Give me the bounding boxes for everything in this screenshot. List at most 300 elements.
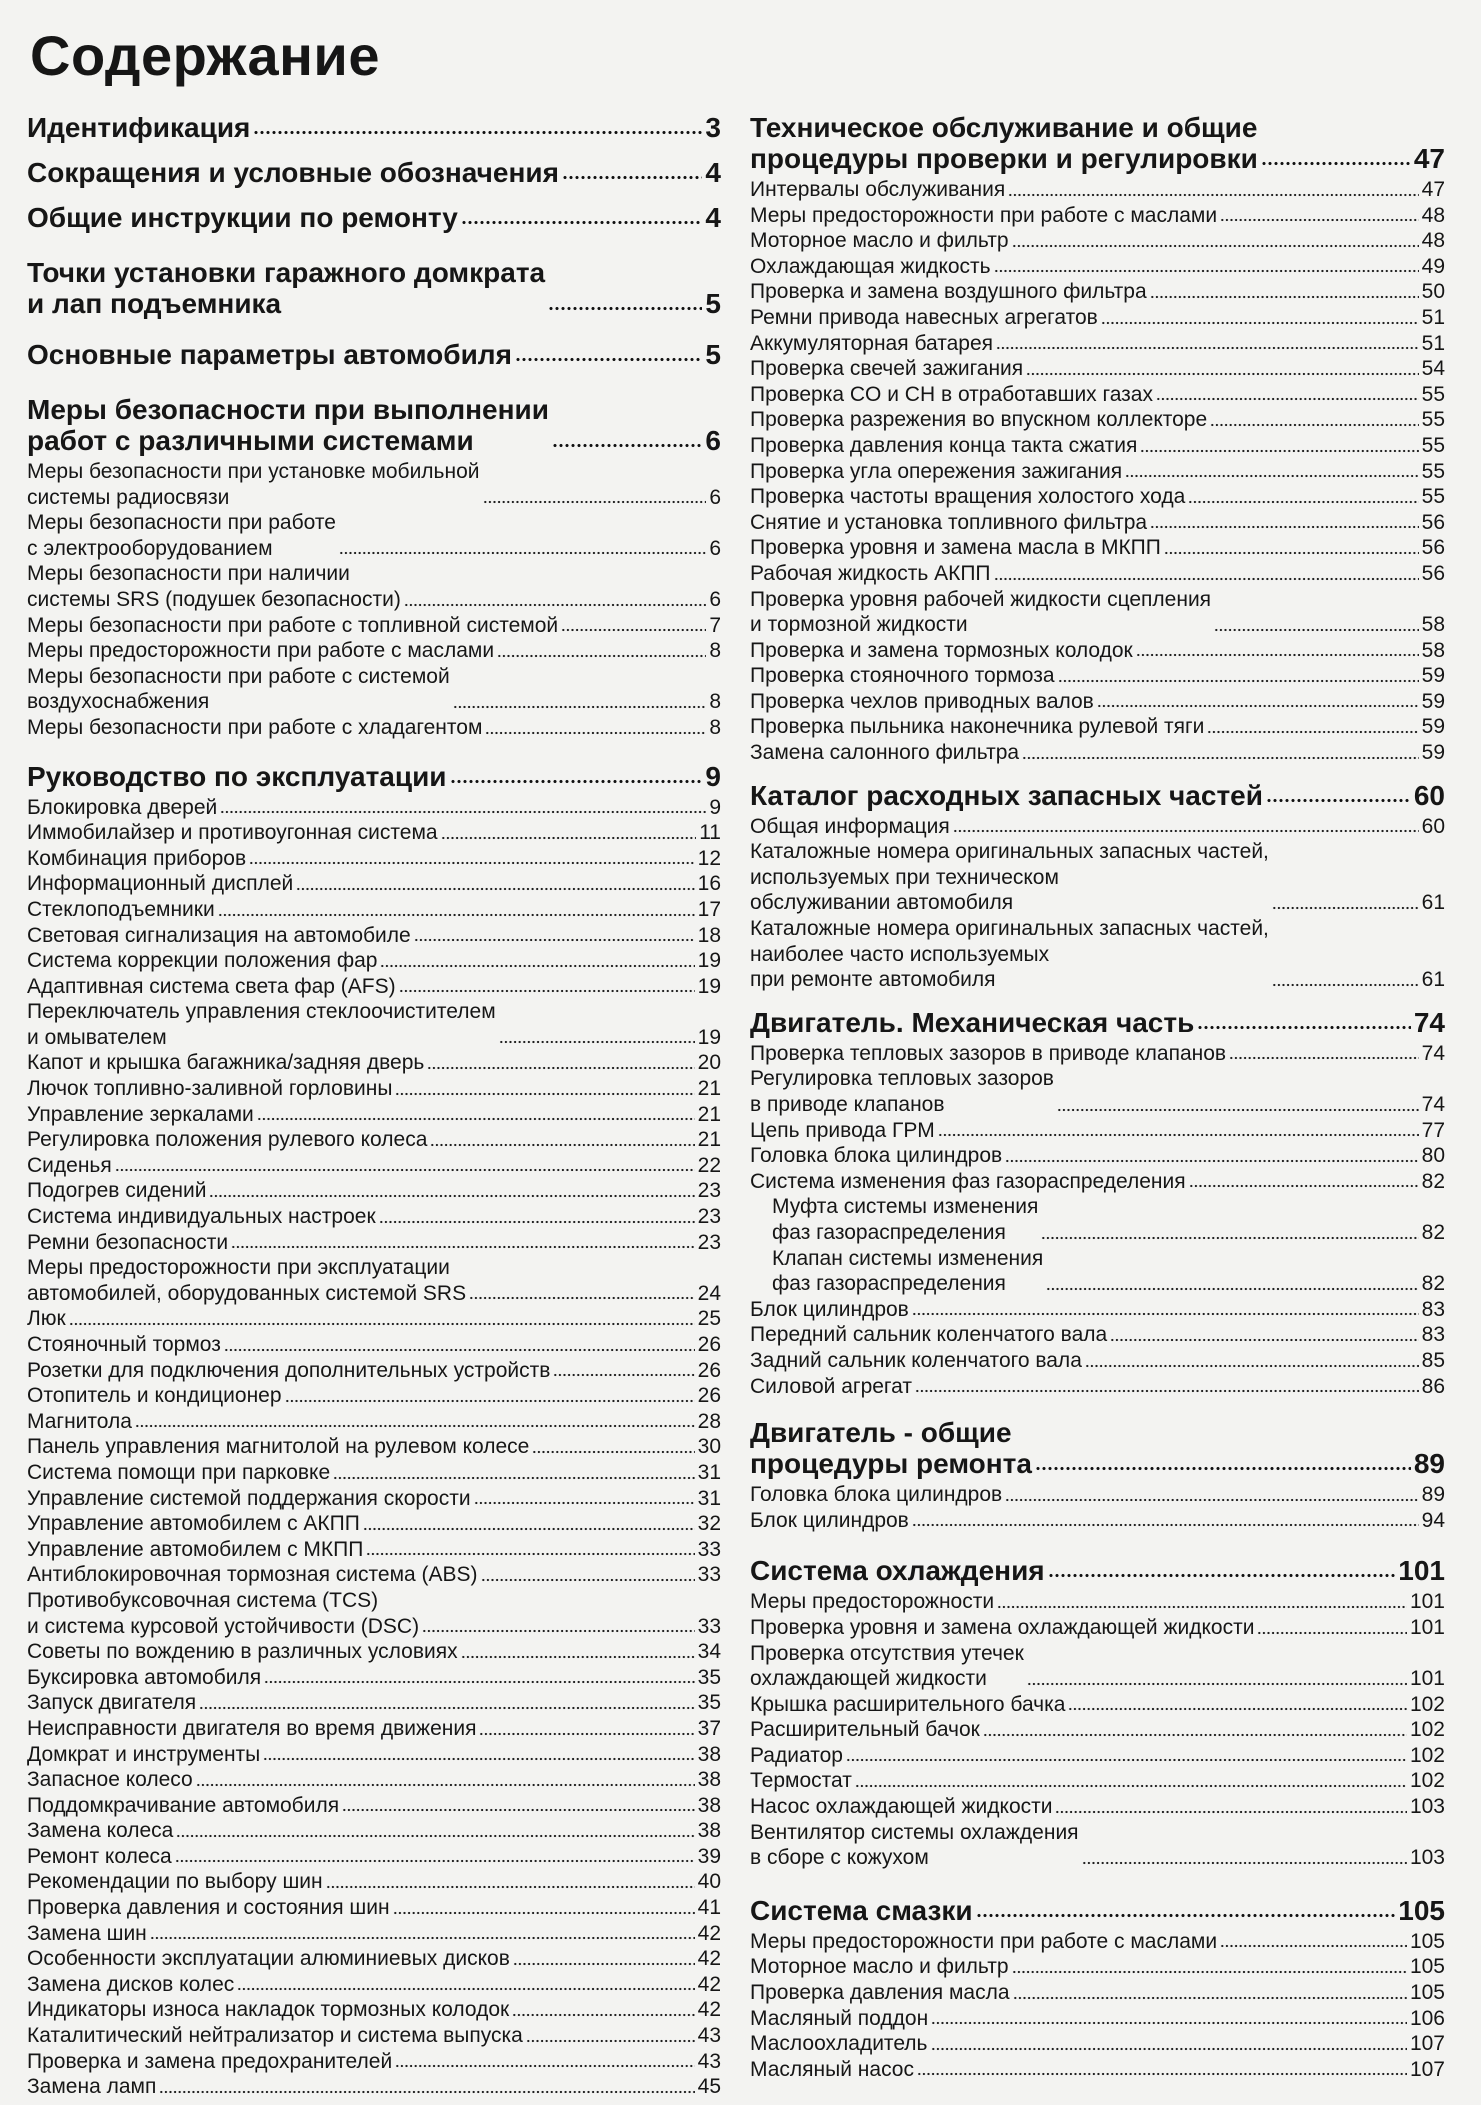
section-title: Руководство по эксплуатации xyxy=(27,760,447,792)
page-number: 9 xyxy=(709,795,721,819)
entry-title: Передний сальник коленчатого вала xyxy=(750,1323,1108,1347)
page-number: 101 xyxy=(1409,1615,1445,1639)
page-number: 31 xyxy=(697,1486,721,1510)
section-title: Меры безопасности при выполнении работ с различными системами xyxy=(27,394,549,456)
entry-title: Капот и крышка багажника/задняя дверь xyxy=(27,1051,425,1075)
toc-entry xyxy=(750,663,1445,689)
dot-leader xyxy=(1085,1364,1419,1368)
dot-leader xyxy=(1150,295,1419,299)
toc-entry xyxy=(750,714,1445,740)
page-number: 23 xyxy=(697,1230,721,1254)
dot-leader xyxy=(1101,321,1419,325)
toc-entry xyxy=(27,1690,721,1716)
dot-leader xyxy=(912,1312,1419,1316)
entry-title: Информационный дисплей xyxy=(27,872,294,896)
dot-leader xyxy=(553,1373,694,1377)
toc-section xyxy=(27,761,721,792)
page-number: 4 xyxy=(705,202,721,233)
entry-title: Моторное масло и фильтр xyxy=(750,1955,1009,1979)
dot-leader xyxy=(430,1143,694,1147)
page-number: 48 xyxy=(1421,229,1445,253)
page-number: 56 xyxy=(1421,561,1445,585)
toc-entry xyxy=(27,561,721,612)
dot-leader xyxy=(1008,193,1418,197)
toc-entry xyxy=(27,1921,721,1947)
dot-leader xyxy=(1214,628,1419,632)
toc-entry xyxy=(27,1306,721,1332)
toc-entry xyxy=(750,839,1445,916)
dot-leader xyxy=(983,1733,1407,1737)
page-number: 54 xyxy=(1421,357,1445,381)
toc-entry xyxy=(750,1980,1445,2006)
dot-leader xyxy=(404,603,707,607)
dot-leader xyxy=(485,731,706,735)
page-number: 30 xyxy=(697,1435,721,1459)
toc-section xyxy=(750,1007,1445,1038)
dot-leader xyxy=(1068,1707,1407,1711)
toc-entry xyxy=(750,305,1445,331)
page-number: 26 xyxy=(697,1358,721,1382)
dot-leader xyxy=(1272,906,1419,910)
dot-leader xyxy=(1012,244,1419,248)
dot-leader xyxy=(1272,983,1419,987)
dot-leader xyxy=(994,577,1419,581)
dot-leader xyxy=(469,1296,695,1300)
page-number: 19 xyxy=(697,974,721,998)
page-number: 5 xyxy=(705,288,721,319)
page-number: 38 xyxy=(697,1819,721,1843)
toc-entry xyxy=(750,203,1445,229)
toc-entry xyxy=(27,1972,721,1998)
toc-column-left xyxy=(27,112,721,2100)
entry-title: Замена колеса xyxy=(27,1819,174,1843)
toc-entry xyxy=(27,1460,721,1486)
entry-title: Расширительный бачок xyxy=(750,1718,980,1742)
entry-title: Управление автомобилем с АКПП xyxy=(27,1512,360,1536)
dot-leader xyxy=(231,1245,695,1249)
toc-entry xyxy=(27,1178,721,1204)
page-number: 56 xyxy=(1421,510,1445,534)
entry-title: Радиатор xyxy=(750,1743,843,1767)
page-number: 42 xyxy=(697,1921,721,1945)
toc-entry xyxy=(750,1169,1445,1195)
entry-title: Меры предосторожности при работе с маслами xyxy=(27,639,495,663)
dot-leader xyxy=(196,1783,695,1787)
dot-leader xyxy=(379,1220,695,1224)
dot-leader xyxy=(1136,653,1419,657)
toc-entry xyxy=(750,1954,1445,1980)
dot-leader xyxy=(938,1133,1419,1137)
toc-entry xyxy=(27,974,721,1000)
dot-leader xyxy=(1220,1944,1407,1948)
toc-entry xyxy=(27,1742,721,1768)
toc-entry xyxy=(27,1127,721,1153)
section-title: Идентификация xyxy=(27,112,251,143)
entry-title: Управление зеркалами xyxy=(27,1102,254,1126)
toc-entry xyxy=(750,356,1445,382)
toc-entry xyxy=(750,1482,1445,1508)
dot-leader xyxy=(1046,1287,1418,1291)
page-number: 42 xyxy=(697,1972,721,1996)
dot-leader xyxy=(931,2021,1407,2025)
dot-leader xyxy=(1082,1861,1407,1865)
dot-leader xyxy=(253,130,702,135)
toc-entry xyxy=(750,2057,1445,2083)
entry-title: Насос охлаждающей жидкости xyxy=(750,1795,1053,1819)
entry-title: Регулировка положения рулевого колеса xyxy=(27,1128,428,1152)
page-number: 83 xyxy=(1421,1297,1445,1321)
entry-title: Блок цилиндров xyxy=(750,1297,909,1321)
entry-title: Каталожные номера оригинальных запасных частей, используемых при техническом обслуживании автомобиля xyxy=(750,840,1269,915)
dot-leader xyxy=(263,1757,694,1761)
entry-title: Советы по вождению в различных условиях xyxy=(27,1640,458,1664)
entry-title: Меры безопасности при установке мобильной системы радиосвязи xyxy=(27,460,480,509)
dot-leader xyxy=(461,1655,695,1659)
entry-title: Проверка давления и состояния шин xyxy=(27,1896,390,1920)
page-number: 40 xyxy=(697,1870,721,1894)
toc-entry xyxy=(27,897,721,923)
toc-entry xyxy=(750,1929,1445,1955)
page-number: 20 xyxy=(697,1051,721,1075)
dot-leader xyxy=(453,705,707,709)
dot-leader xyxy=(1041,1236,1418,1240)
page-number: 85 xyxy=(1421,1348,1445,1372)
page-number: 33 xyxy=(697,1537,721,1561)
page-number: 6 xyxy=(709,587,721,611)
dot-leader xyxy=(481,1578,695,1582)
entry-title: Проверка разрежения во впускном коллекторе xyxy=(750,408,1208,432)
entry-title: Блокировка дверей xyxy=(27,795,218,819)
section-title: Общие инструкции по ремонту xyxy=(27,202,458,233)
entry-title: Буксировка автомобиля xyxy=(27,1665,262,1689)
page-number: 59 xyxy=(1421,741,1445,765)
dot-leader xyxy=(115,1168,695,1172)
section-title: Точки установки гаражного домкрата и лап подъемника xyxy=(27,257,546,319)
dot-leader xyxy=(209,1194,694,1198)
dot-leader xyxy=(474,1501,695,1505)
toc-entry xyxy=(27,846,721,872)
entry-title: Меры предосторожности при эксплуатации автомобилей, оборудованных системой SRS xyxy=(27,1256,467,1305)
page-number: 6 xyxy=(709,485,721,509)
entry-title: Головка блока цилиндров xyxy=(750,1144,1003,1168)
page-number: 102 xyxy=(1409,1692,1445,1716)
page-number: 12 xyxy=(697,846,721,870)
toc-entry xyxy=(750,1041,1445,1067)
page-number: 43 xyxy=(697,2049,721,2073)
entry-title: Замена ламп xyxy=(27,2075,157,2099)
page-number: 32 xyxy=(697,1512,721,1536)
entry-title: Меры безопасности при работе с хладагентом xyxy=(27,715,483,739)
page-number: 107 xyxy=(1409,2057,1445,2081)
toc-entry xyxy=(27,1639,721,1665)
entry-title: Особенности эксплуатации алюминиевых дисков xyxy=(27,1947,510,1971)
entry-title: Световая сигнализация на автомобиле xyxy=(27,923,411,947)
dot-leader xyxy=(176,1834,694,1838)
entry-title: Термостат xyxy=(750,1769,852,1793)
page-number: 103 xyxy=(1409,1846,1445,1870)
dot-leader xyxy=(224,1348,695,1352)
toc-entry xyxy=(27,1153,721,1179)
toc-entry xyxy=(750,1743,1445,1769)
entry-title: Блок цилиндров xyxy=(750,1508,909,1532)
page-number: 74 xyxy=(1413,1006,1445,1038)
entry-title: Запуск двигателя xyxy=(27,1691,197,1715)
page-number: 50 xyxy=(1421,280,1445,304)
dot-leader xyxy=(1026,372,1418,376)
dot-leader xyxy=(69,1322,695,1326)
toc-entry xyxy=(27,1255,721,1306)
toc-entry xyxy=(750,1641,1445,1692)
toc-entry xyxy=(750,407,1445,433)
entry-title: Каталожные номера оригинальных запасных частей, наиболее часто используемых при ремонте автомобиля xyxy=(750,917,1269,992)
entry-title: Розетки для подключения дополнительных устройств xyxy=(27,1358,551,1382)
dot-leader xyxy=(264,1680,695,1684)
page-number: 55 xyxy=(1421,485,1445,509)
toc-entry xyxy=(27,1537,721,1563)
dot-leader xyxy=(997,1605,1407,1609)
entry-title: Силовой агрегат xyxy=(750,1374,912,1398)
page-number: 102 xyxy=(1409,1743,1445,1767)
toc-entry xyxy=(750,228,1445,254)
entry-title: Проверка свечей зажигания xyxy=(750,357,1024,381)
toc-entry xyxy=(750,1194,1445,1245)
entry-title: Меры безопасности при наличии системы SRS (подушек безопасности) xyxy=(27,562,401,611)
page-number: 82 xyxy=(1421,1220,1445,1244)
toc-entry xyxy=(27,1204,721,1230)
entry-title: Регулировка тепловых зазоров в приводе клапанов xyxy=(750,1067,1054,1116)
page-number: 11 xyxy=(699,821,721,845)
entry-title: Проверка отсутствия утечек охлаждающей жидкости xyxy=(750,1641,1024,1691)
section-title: Каталог расходных запасных частей xyxy=(750,779,1263,811)
page-number: 51 xyxy=(1421,331,1445,355)
page-number: 45 xyxy=(697,2075,721,2099)
dot-leader xyxy=(976,1913,1396,1918)
page-number: 74 xyxy=(1421,1041,1445,1065)
page-number: 103 xyxy=(1409,1795,1445,1819)
page-number: 89 xyxy=(1413,1448,1445,1480)
toc-entry xyxy=(750,1820,1445,1871)
entry-title: Проверка уровня и замена охлаждающей жидкости xyxy=(750,1615,1255,1639)
dot-leader xyxy=(483,500,707,504)
entry-title: Моторное масло и фильтр xyxy=(750,229,1009,253)
toc-entry xyxy=(27,1844,721,1870)
dot-leader xyxy=(199,1706,695,1710)
toc-section xyxy=(27,202,721,233)
page-number: 58 xyxy=(1421,638,1445,662)
dot-leader xyxy=(1022,756,1419,760)
toc-entry xyxy=(750,1143,1445,1169)
entry-title: Система помощи при парковке xyxy=(27,1460,331,1484)
dot-leader xyxy=(512,2013,694,2017)
toc-entry xyxy=(27,1332,721,1358)
entry-title: Вентилятор системы охлаждения в сборе с кожухом xyxy=(750,1820,1079,1870)
dot-leader xyxy=(1055,1810,1406,1814)
dot-leader xyxy=(1035,1466,1411,1471)
section-title: Система смазки xyxy=(750,1894,973,1926)
page-number: 26 xyxy=(697,1333,721,1356)
dot-leader xyxy=(1266,798,1411,803)
page-number: 38 xyxy=(697,1742,721,1766)
entry-title: Меры предосторожности при работе с маслами xyxy=(750,1929,1218,1953)
dot-leader xyxy=(461,220,703,225)
entry-title: Проверка давления конца такта сжатия xyxy=(750,433,1138,457)
toc-entry xyxy=(750,1589,1445,1615)
page-number: 47 xyxy=(1413,143,1445,174)
entry-title: Рабочая жидкость АКПП xyxy=(750,561,991,585)
toc-entry xyxy=(27,1716,721,1742)
page-number: 8 xyxy=(709,715,721,739)
page-title: Содержание xyxy=(30,24,380,87)
dot-leader xyxy=(393,1911,695,1915)
dot-leader xyxy=(561,628,706,632)
page-number: 55 xyxy=(1421,459,1445,483)
entry-title: Замена салонного фильтра xyxy=(750,741,1020,765)
page-number: 19 xyxy=(697,1025,721,1049)
section-title: Система охлаждения xyxy=(750,1555,1045,1587)
page-number: 102 xyxy=(1409,1718,1445,1742)
entry-title: Адаптивная система света фар (AFS) xyxy=(27,974,396,998)
entry-title: Меры предосторожности xyxy=(750,1590,995,1614)
page-number: 18 xyxy=(697,923,721,947)
section-title: Основные параметры автомобиля xyxy=(27,339,512,370)
toc-entry xyxy=(27,1767,721,1793)
dot-leader xyxy=(552,443,702,448)
dot-leader xyxy=(249,861,695,865)
dot-leader xyxy=(427,1066,694,1070)
toc-entry xyxy=(27,1665,721,1691)
page-number: 101 xyxy=(1409,1667,1445,1691)
entry-title: Неисправности двигателя во время движения xyxy=(27,1716,477,1740)
toc-section xyxy=(750,780,1445,811)
page-number: 33 xyxy=(697,1563,721,1587)
toc-entry xyxy=(27,1562,721,1588)
page-number: 83 xyxy=(1421,1323,1445,1347)
page-number: 56 xyxy=(1421,536,1445,560)
toc-section xyxy=(27,394,721,456)
toc-entry xyxy=(27,2074,721,2100)
entry-title: Система коррекции положения фар xyxy=(27,949,378,973)
entry-title: Проверка уровня рабочей жидкости сцепления и тормозной жидкости xyxy=(750,587,1212,637)
page-number: 59 xyxy=(1421,715,1445,739)
entry-title: Снятие и установка топливного фильтра xyxy=(750,510,1148,534)
toc-column-right xyxy=(750,112,1445,2082)
page-number: 82 xyxy=(1421,1169,1445,1193)
entry-title: Меры предосторожности при работе с маслами xyxy=(750,203,1218,227)
toc-entry xyxy=(750,279,1445,305)
entry-title: Система индивидуальных настроек xyxy=(27,1205,376,1229)
toc-entry xyxy=(27,1486,721,1512)
toc-entry xyxy=(750,740,1445,766)
entry-title: Комбинация приборов xyxy=(27,846,247,870)
dot-leader xyxy=(1189,1184,1419,1188)
entry-title: Общая информация xyxy=(750,814,950,838)
page-number: 19 xyxy=(697,949,721,973)
toc-entry xyxy=(750,1322,1445,1348)
dot-leader xyxy=(515,357,703,362)
entry-title: Антиблокировочная тормозная система (ABS) xyxy=(27,1563,478,1587)
dot-leader xyxy=(285,1399,695,1403)
page-number: 58 xyxy=(1421,613,1445,637)
dot-leader xyxy=(996,346,1419,350)
toc-entry xyxy=(27,999,721,1050)
dot-leader xyxy=(333,1476,695,1480)
page-number: 9 xyxy=(705,760,721,792)
dot-leader xyxy=(450,779,703,784)
dot-leader xyxy=(855,1784,1407,1788)
page-number: 33 xyxy=(697,1614,721,1638)
dot-leader xyxy=(1156,397,1419,401)
entry-title: Лючок топливно-заливной горловины xyxy=(27,1077,393,1101)
entry-title: Маслоохладитель xyxy=(750,2032,928,2056)
page-number: 6 xyxy=(705,425,721,456)
toc-entry xyxy=(27,1895,721,1921)
dot-leader xyxy=(218,913,695,917)
entry-title: Переключатель управления стеклоочистителем и омывателем xyxy=(27,1000,496,1049)
entry-title: Головка блока цилиндров xyxy=(750,1483,1003,1507)
toc-entry xyxy=(27,1358,721,1384)
dot-leader xyxy=(363,1527,695,1531)
dot-leader xyxy=(513,1962,695,1966)
page-number: 82 xyxy=(1421,1272,1445,1296)
toc-entry xyxy=(750,254,1445,280)
entry-title: Иммобилайзер и противоугонная система xyxy=(27,821,438,845)
dot-leader xyxy=(1261,161,1411,166)
toc-entry xyxy=(750,689,1445,715)
toc-section xyxy=(27,257,721,319)
toc-entry xyxy=(27,1434,721,1460)
dot-leader xyxy=(1229,1056,1419,1060)
toc-entry xyxy=(750,331,1445,357)
section-title: Техническое обслуживание и общие процедуры проверки и регулировки xyxy=(750,112,1258,174)
page-number: 60 xyxy=(1421,814,1445,838)
toc-entry xyxy=(750,814,1445,840)
toc-entry xyxy=(750,2031,1445,2057)
entry-title: Проверка угла опережения зажигания xyxy=(750,459,1123,483)
toc-entry xyxy=(750,510,1445,536)
entry-title: Масляный поддон xyxy=(750,2006,929,2030)
toc-entry xyxy=(750,1118,1445,1144)
dot-leader xyxy=(1164,551,1419,555)
entry-title: Проверка стояночного тормоза xyxy=(750,664,1055,688)
page-number: 43 xyxy=(697,2024,721,2048)
page-number: 101 xyxy=(1409,1590,1445,1614)
dot-leader xyxy=(526,2039,695,2043)
page-number: 25 xyxy=(697,1307,721,1331)
toc-section xyxy=(750,112,1445,174)
toc-entry xyxy=(750,916,1445,993)
dot-leader xyxy=(1125,474,1419,478)
page-number: 106 xyxy=(1409,2006,1445,2030)
dot-leader xyxy=(237,1987,694,1991)
dot-leader xyxy=(159,2090,694,2094)
entry-title: Муфта системы изменения фаз газораспределения xyxy=(772,1195,1039,1244)
toc-entry xyxy=(750,587,1445,638)
entry-title: Отопитель и кондиционер xyxy=(27,1384,282,1408)
toc-entry xyxy=(750,1717,1445,1743)
toc-entry xyxy=(27,715,721,741)
page-number: 23 xyxy=(697,1179,721,1203)
toc-entry xyxy=(750,382,1445,408)
toc-section xyxy=(27,339,721,370)
dot-leader xyxy=(135,1424,695,1428)
dot-leader xyxy=(912,1523,1419,1527)
page-number: 61 xyxy=(1421,891,1445,915)
toc-entry xyxy=(27,664,721,715)
page-number: 105 xyxy=(1398,1894,1445,1926)
page-number: 35 xyxy=(697,1665,721,1689)
dot-leader xyxy=(1057,1108,1419,1112)
page-number: 22 xyxy=(697,1153,721,1177)
